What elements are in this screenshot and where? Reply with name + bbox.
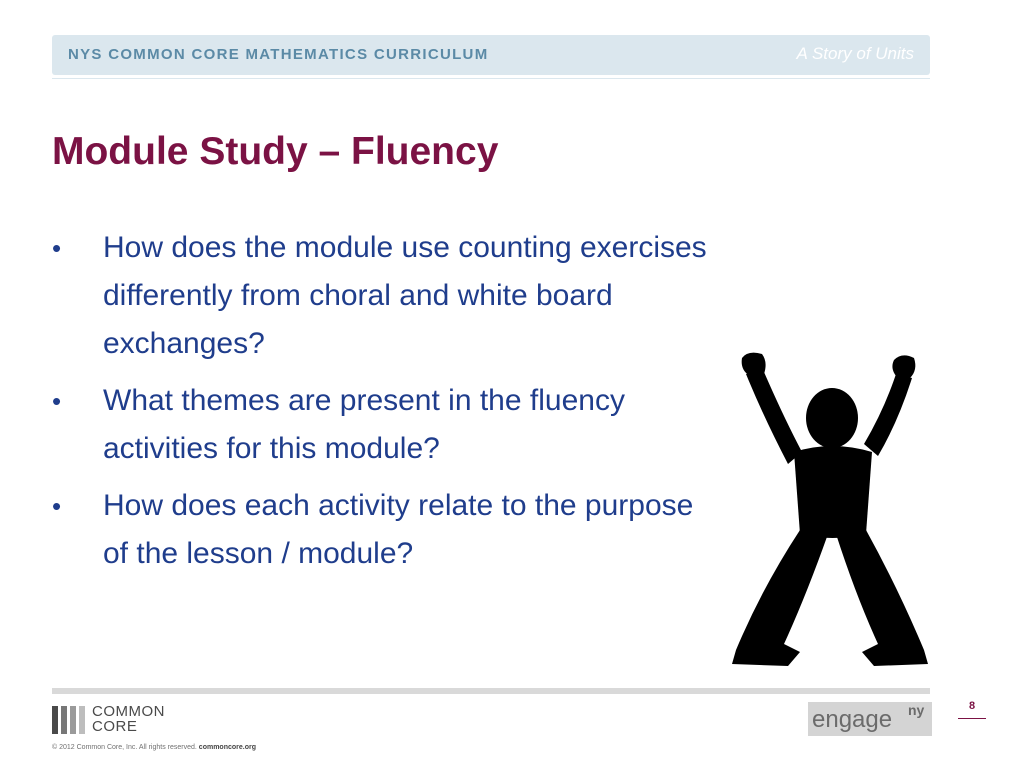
header-bar	[52, 35, 930, 75]
common-core-logo	[52, 704, 192, 738]
page-number-underline	[958, 718, 986, 719]
common-core-bars-icon	[52, 706, 86, 734]
logo-line-common: COMMON	[92, 703, 165, 720]
bullet-text: How does each activity relate to the purpose of the lesson / module?	[103, 489, 694, 570]
footer-divider	[52, 688, 930, 694]
copyright-notice	[52, 744, 256, 751]
bullet-dot-icon: •	[52, 491, 62, 521]
copyright-text: © 2012 Common Core, Inc. All rights reserved.	[52, 744, 197, 751]
bullet-item	[52, 377, 712, 473]
series-label: A Story of Units	[796, 44, 914, 63]
bullet-text: What themes are present in the fluency activities for this module?	[103, 384, 625, 465]
common-core-wordmark	[92, 704, 165, 734]
curriculum-label: NYS COMMON CORE MATHEMATICS CURRICULUM	[68, 46, 489, 63]
bullet-dot-icon: •	[52, 233, 62, 263]
bullet-text: How does the module use counting exercises differently from choral and white board exchanges?	[103, 231, 707, 360]
engage-wordmark: engage	[812, 706, 893, 733]
stick-figure-arms-raised-icon	[728, 348, 932, 668]
ny-superscript: ny	[908, 702, 925, 718]
copyright-link[interactable]: commoncore.org	[198, 744, 256, 751]
engageny-logo	[808, 702, 932, 736]
bullet-list	[52, 224, 712, 587]
logo-line-core: CORE	[92, 718, 138, 735]
bullet-dot-icon: •	[52, 386, 62, 416]
slide-title: Module Study – Fluency	[52, 130, 499, 173]
bullet-item	[52, 482, 712, 578]
bullet-item	[52, 224, 712, 368]
page-number: 8	[968, 700, 976, 712]
header-divider	[52, 78, 930, 79]
